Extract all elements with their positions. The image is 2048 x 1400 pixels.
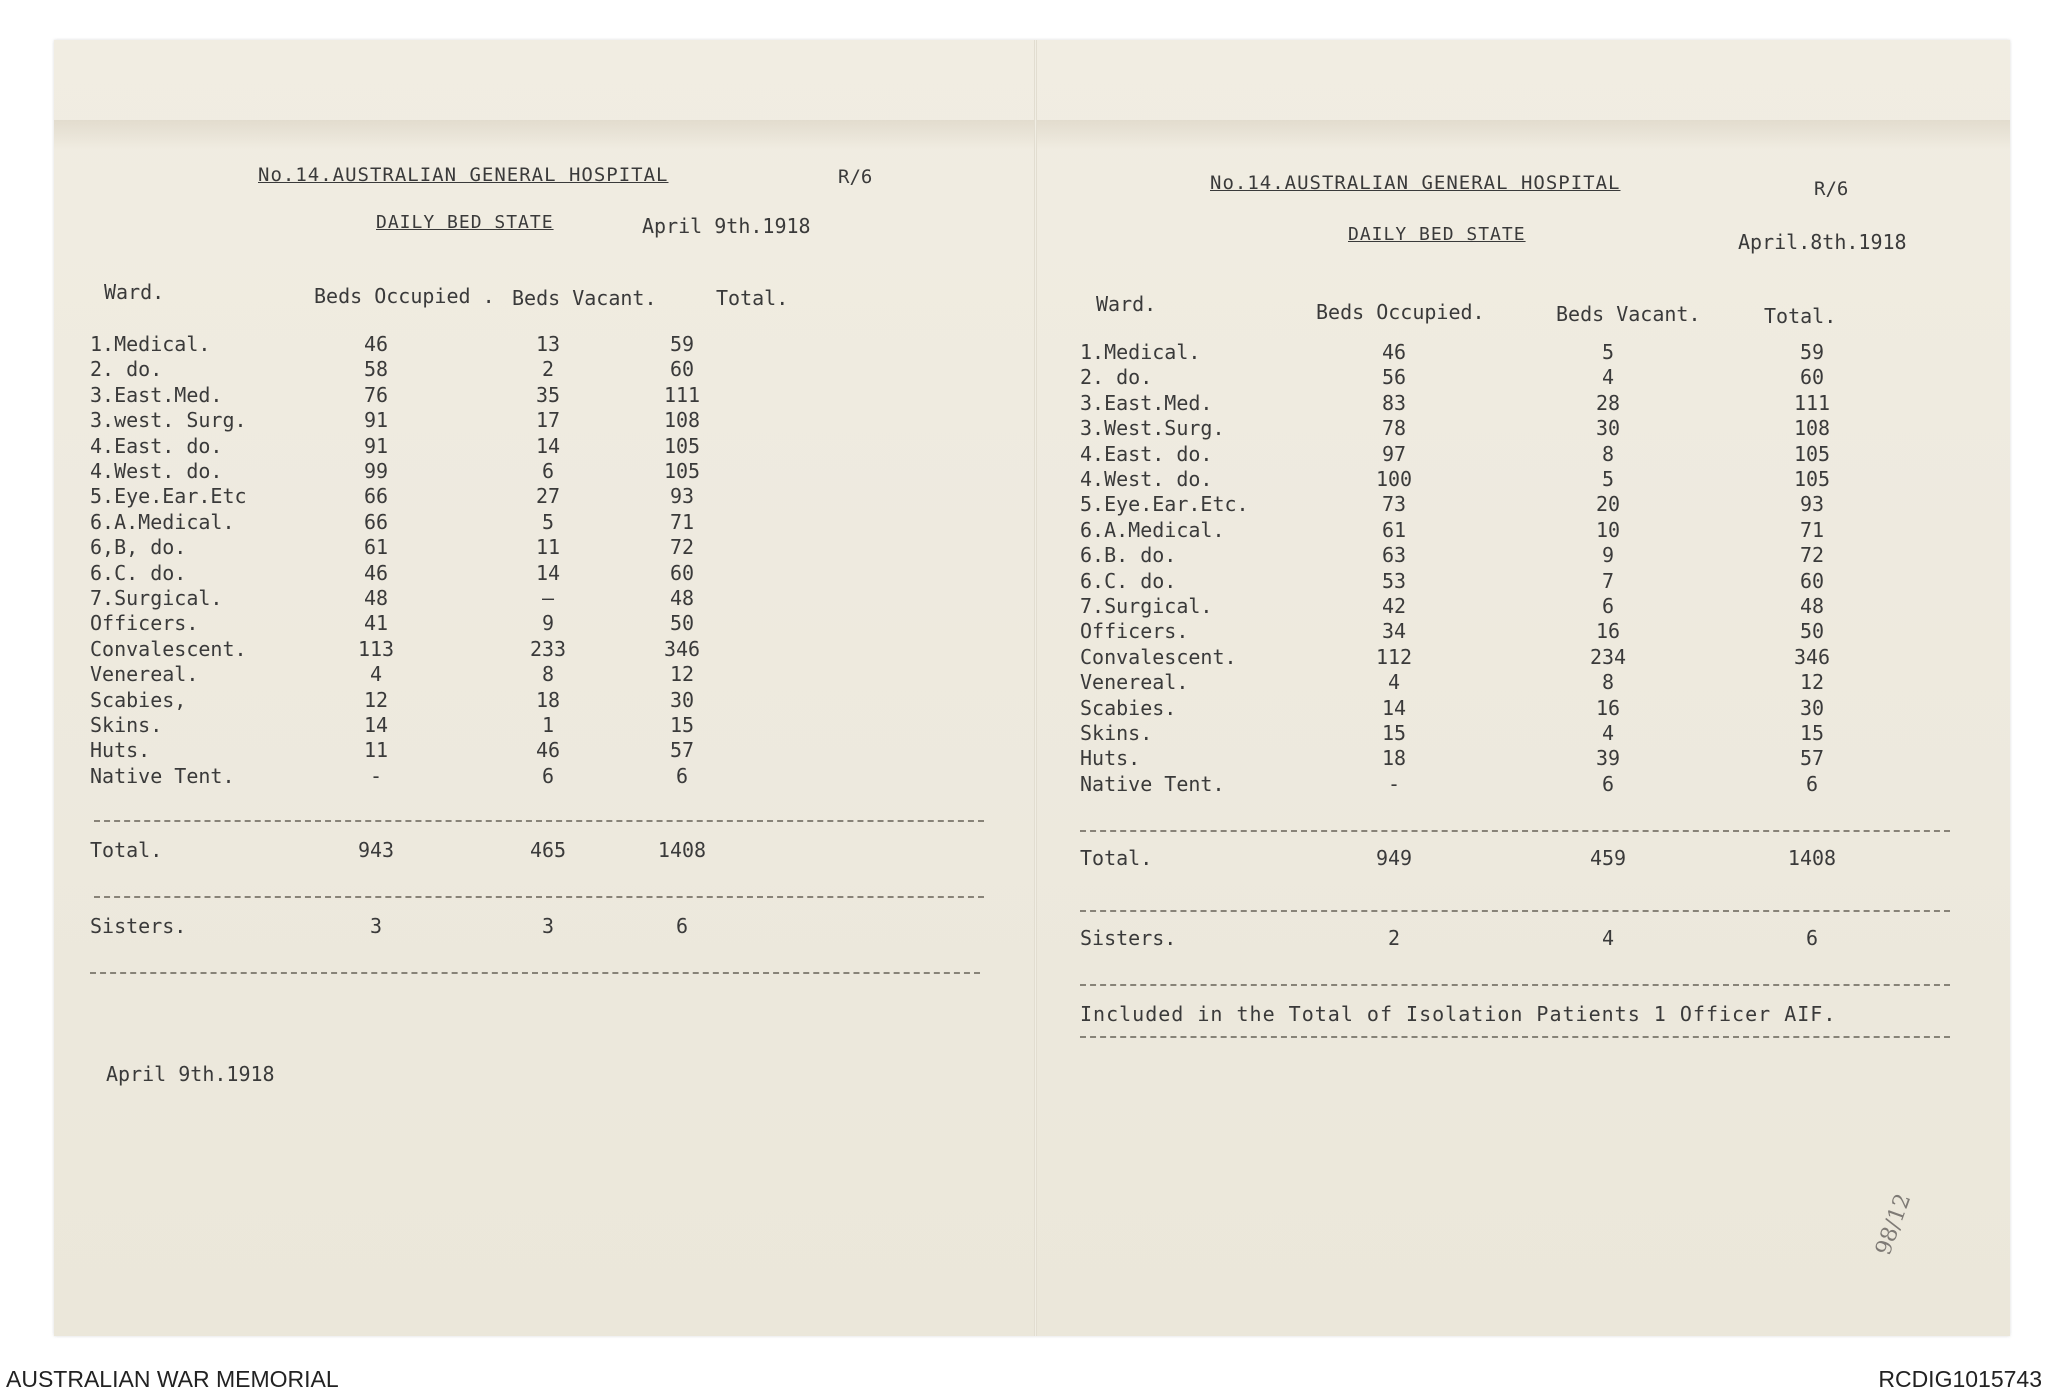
sisters-vacant: 3 [541, 914, 555, 938]
total-beds: 93 [669, 484, 695, 509]
beds-occupied: 61 [363, 535, 389, 560]
total-occupied: 949 [1375, 846, 1413, 870]
beds-occupied: 91 [363, 408, 389, 433]
total-beds: 59 [669, 332, 695, 356]
ward-name: Native Tent. [90, 763, 235, 788]
beds-vacant: 1 [541, 713, 555, 737]
header-total: Total. [716, 286, 789, 310]
ward-name: Native Tent. [1080, 771, 1225, 796]
ward-name: 1.Medical. [90, 332, 211, 356]
ward-name: Skins. [90, 713, 163, 737]
beds-occupied: 48 [363, 586, 389, 610]
divider [1080, 984, 1950, 986]
total-beds: 105 [663, 459, 701, 483]
pencil-annotation: 98/12 [1871, 1190, 1917, 1259]
divider [94, 820, 984, 822]
total-beds: 105 [1793, 441, 1831, 466]
beds-occupied: 58 [363, 357, 389, 382]
beds-occupied: 61 [1381, 517, 1407, 542]
ward-name: 4.East. do. [1080, 441, 1213, 466]
beds-occupied: 100 [1375, 467, 1413, 491]
beds-occupied: 66 [363, 509, 389, 534]
sisters-occupied: 2 [1387, 926, 1401, 950]
ward-name: 6.B. do. [1080, 543, 1177, 568]
ward-name: Scabies. [1080, 695, 1177, 720]
divider [1080, 910, 1950, 912]
total-beds: 48 [669, 586, 695, 610]
reference: R/6 [1814, 178, 1849, 200]
ward-name: 2. do. [90, 357, 163, 382]
total-beds: 57 [669, 738, 695, 763]
sisters-label: Sisters. [90, 914, 187, 938]
header-occupied: Beds Occupied . [314, 284, 495, 308]
beds-occupied: 83 [1381, 390, 1407, 415]
total-beds: 6 [1805, 771, 1819, 796]
total-beds: 93 [1799, 492, 1825, 517]
sisters-total: 6 [1805, 926, 1819, 950]
ward-name: 3.East.Med. [1080, 390, 1213, 415]
ward-name: 6,B, do. [90, 535, 187, 560]
hospital-title: No.14.AUSTRALIAN GENERAL HOSPITAL [258, 164, 669, 186]
total-total: 1408 [1787, 846, 1837, 870]
total-beds: 60 [669, 560, 695, 585]
beds-vacant: 8 [1601, 670, 1615, 695]
total-beds: 30 [1799, 695, 1825, 720]
beds-vacant: 11 [535, 535, 561, 560]
beds-occupied: 53 [1381, 568, 1407, 593]
beds-vacant: 17 [535, 408, 561, 433]
ward-name: 6.A.Medical. [90, 509, 235, 534]
beds-occupied: - [1387, 771, 1401, 796]
beds-occupied: 73 [1381, 492, 1407, 517]
fold-shadow [54, 120, 2010, 150]
total-beds: 30 [669, 687, 695, 712]
total-beds: 111 [663, 382, 701, 407]
center-fold [1034, 40, 1037, 1336]
beds-occupied: 14 [363, 713, 389, 737]
total-beds: 72 [1799, 543, 1825, 568]
ward-name: 1.Medical. [1080, 340, 1201, 364]
header-vacant: Beds Vacant. [512, 286, 657, 310]
header-ward: Ward. [1096, 292, 1157, 316]
beds-occupied: 12 [363, 687, 389, 712]
isolation-note: Included in the Total of Isolation Patients 1 Officer AIF. [1080, 1002, 1837, 1026]
header-occupied: Beds Occupied. [1316, 300, 1485, 324]
beds-vacant: 2 [541, 357, 555, 382]
ward-name: Officers. [90, 611, 199, 636]
beds-occupied: 11 [363, 738, 389, 763]
ward-name: 7.Surgical. [90, 586, 223, 610]
ward-name: Skins. [1080, 721, 1153, 745]
divider [1080, 830, 1950, 832]
hospital-title: No.14.AUSTRALIAN GENERAL HOSPITAL [1210, 172, 1621, 194]
beds-vacant: 234 [1589, 644, 1627, 669]
ward-name: 6.C. do. [90, 560, 187, 585]
beds-occupied: 91 [363, 433, 389, 458]
sisters-label: Sisters. [1080, 926, 1177, 950]
total-beds: 12 [1799, 670, 1825, 695]
total-beds: 15 [669, 713, 695, 737]
ward-name: 4.East. do. [90, 433, 223, 458]
beds-vacant: 20 [1595, 492, 1621, 517]
total-beds: 60 [1799, 568, 1825, 593]
date: April 9th.1918 [642, 214, 811, 238]
sisters-vacant: 4 [1601, 926, 1615, 950]
total-beds: 12 [669, 662, 695, 687]
ward-name: 3.East.Med. [90, 382, 223, 407]
total-total: 1408 [657, 838, 707, 862]
divider [90, 972, 980, 974]
ward-name: Huts. [1080, 746, 1141, 771]
total-label: Total. [1080, 846, 1153, 870]
ward-name: 3.west. Surg. [90, 408, 247, 433]
divider [94, 896, 984, 898]
beds-occupied: 76 [363, 382, 389, 407]
beds-vacant: 6 [541, 459, 555, 483]
beds-occupied: 41 [363, 611, 389, 636]
header-vacant: Beds Vacant. [1556, 302, 1701, 326]
beds-vacant: 18 [535, 687, 561, 712]
beds-occupied: 34 [1381, 619, 1407, 644]
beds-vacant: 9 [541, 611, 555, 636]
ward-name: 6.C. do. [1080, 568, 1177, 593]
ward-name: 4.West. do. [1080, 467, 1213, 491]
beds-vacant: 4 [1601, 365, 1615, 390]
beds-vacant: 4 [1601, 721, 1615, 745]
ward-name: 6.A.Medical. [1080, 517, 1225, 542]
total-beds: 60 [1799, 365, 1825, 390]
beds-vacant: 9 [1601, 543, 1615, 568]
beds-occupied: 78 [1381, 416, 1407, 441]
total-vacant: 465 [529, 838, 567, 862]
ward-name: Officers. [1080, 619, 1189, 644]
sisters-total: 6 [675, 914, 689, 938]
total-occupied: 943 [357, 838, 395, 862]
ward-name: 4.West. do. [90, 459, 223, 483]
footer-date: April 9th.1918 [106, 1062, 275, 1086]
total-beds: 71 [1799, 517, 1825, 542]
ward-name: 2. do. [1080, 365, 1153, 390]
header-total: Total. [1764, 304, 1837, 328]
beds-vacant: 27 [535, 484, 561, 509]
beds-vacant: 6 [541, 763, 555, 788]
beds-occupied: 46 [1381, 340, 1407, 364]
ward-name: Convalescent. [1080, 644, 1237, 669]
ward-name: 5.Eye.Ear.Etc [90, 484, 247, 509]
total-beds: 346 [663, 636, 701, 661]
ward-name: Huts. [90, 738, 151, 763]
beds-occupied: 42 [1381, 594, 1407, 618]
total-beds: 57 [1799, 746, 1825, 771]
total-beds: 71 [669, 509, 695, 534]
beds-occupied: 4 [1387, 670, 1401, 695]
beds-vacant: 13 [535, 332, 561, 356]
beds-vacant: 6 [1601, 771, 1615, 796]
total-beds: 108 [663, 408, 701, 433]
ward-name: Convalescent. [90, 636, 247, 661]
beds-vacant: 5 [1601, 340, 1615, 364]
subtitle: DAILY BED STATE [1348, 224, 1526, 245]
beds-occupied: 46 [363, 332, 389, 356]
beds-vacant: 8 [541, 662, 555, 687]
beds-vacant: 14 [535, 560, 561, 585]
beds-occupied: 46 [363, 560, 389, 585]
total-beds: 59 [1799, 340, 1825, 364]
beds-vacant: 7 [1601, 568, 1615, 593]
beds-vacant: 28 [1595, 390, 1621, 415]
ward-name: Venereal. [90, 662, 199, 687]
total-beds: 111 [1793, 390, 1831, 415]
total-beds: 15 [1799, 721, 1825, 745]
beds-occupied: 4 [369, 662, 383, 687]
beds-vacant: 14 [535, 433, 561, 458]
total-beds: 105 [663, 433, 701, 458]
ward-name: 7.Surgical. [1080, 594, 1213, 618]
archive-id: RCDIG1015743 [1878, 1366, 2042, 1392]
total-beds: 346 [1793, 644, 1831, 669]
beds-vacant: – [541, 586, 555, 610]
beds-occupied: 56 [1381, 365, 1407, 390]
total-beds: 60 [669, 357, 695, 382]
beds-occupied: 99 [363, 459, 389, 483]
total-beds: 48 [1799, 594, 1825, 618]
total-label: Total. [90, 838, 163, 862]
beds-vacant: 16 [1595, 619, 1621, 644]
total-beds: 108 [1793, 416, 1831, 441]
total-beds: 6 [675, 763, 689, 788]
beds-vacant: 35 [535, 382, 561, 407]
beds-vacant: 30 [1595, 416, 1621, 441]
header-ward: Ward. [104, 280, 165, 304]
total-vacant: 459 [1589, 846, 1627, 870]
subtitle: DAILY BED STATE [376, 212, 554, 233]
archive-credit: AUSTRALIAN WAR MEMORIAL [6, 1366, 339, 1392]
beds-vacant: 233 [529, 636, 567, 661]
beds-vacant: 5 [1601, 467, 1615, 491]
beds-occupied: 112 [1375, 644, 1413, 669]
beds-occupied: 66 [363, 484, 389, 509]
total-beds: 72 [669, 535, 695, 560]
beds-occupied: 97 [1381, 441, 1407, 466]
beds-vacant: 10 [1595, 517, 1621, 542]
note-underline [1080, 1036, 1950, 1038]
reference: R/6 [838, 166, 873, 188]
date: April.8th.1918 [1738, 230, 1907, 254]
beds-occupied: 14 [1381, 695, 1407, 720]
ward-name: 3.West.Surg. [1080, 416, 1225, 441]
ward-name: 5.Eye.Ear.Etc. [1080, 492, 1249, 517]
total-beds: 50 [1799, 619, 1825, 644]
beds-vacant: 39 [1595, 746, 1621, 771]
beds-vacant: 46 [535, 738, 561, 763]
beds-occupied: 63 [1381, 543, 1407, 568]
total-beds: 105 [1793, 467, 1831, 491]
beds-vacant: 16 [1595, 695, 1621, 720]
ward-name: Scabies, [90, 687, 187, 712]
ward-name: Venereal. [1080, 670, 1189, 695]
beds-occupied: 18 [1381, 746, 1407, 771]
total-beds: 50 [669, 611, 695, 636]
sisters-occupied: 3 [369, 914, 383, 938]
beds-occupied: 113 [357, 636, 395, 661]
beds-occupied: 15 [1381, 721, 1407, 745]
beds-vacant: 6 [1601, 594, 1615, 618]
beds-vacant: 5 [541, 509, 555, 534]
beds-occupied: - [369, 763, 383, 788]
beds-vacant: 8 [1601, 441, 1615, 466]
